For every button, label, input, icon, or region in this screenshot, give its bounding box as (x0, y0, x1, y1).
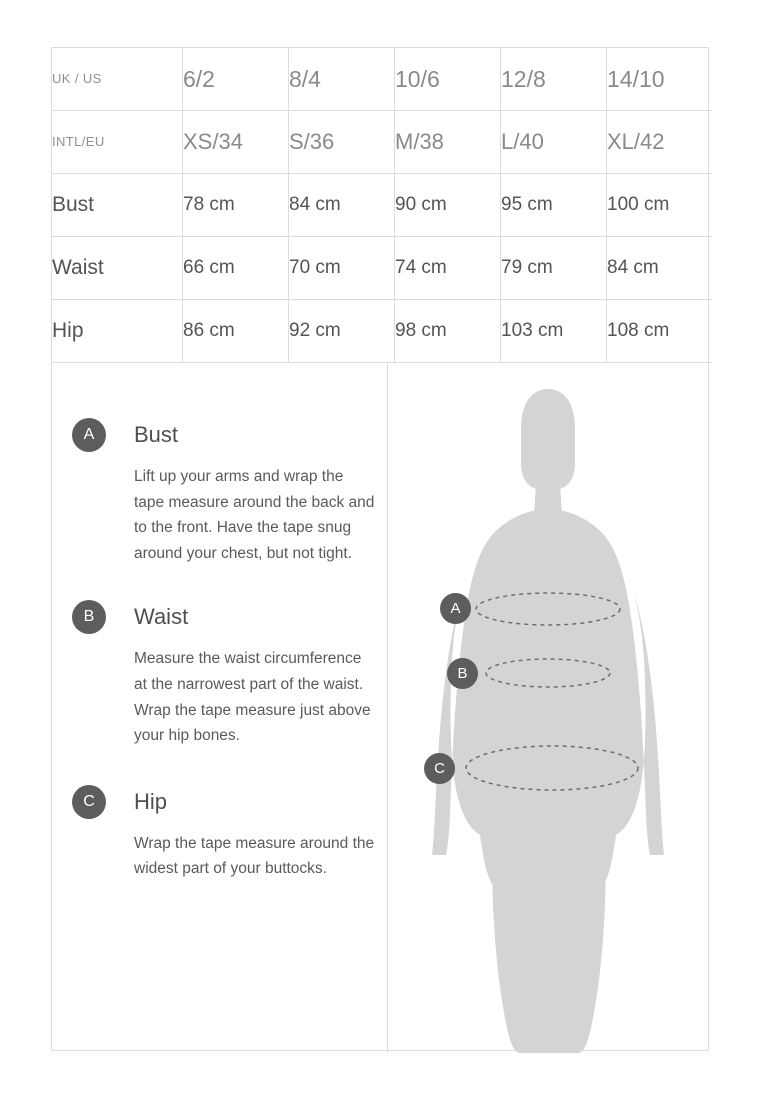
instruction-text: Lift up your arms and wrap the tape measure around the back and to the front. Have the tape snug around your chest, but not tight. (134, 468, 375, 562)
value-cell (501, 111, 607, 174)
figure-marker-a (440, 593, 471, 624)
cell-value: L/40 (501, 129, 544, 154)
row-label-cell (52, 300, 183, 363)
cell-value: 12/8 (501, 65, 546, 92)
cell-value: 14/10 (607, 65, 665, 92)
row-label-cell (52, 174, 183, 237)
cell-value: 100 cm (607, 194, 670, 215)
value-cell (289, 48, 395, 111)
instruction-title: Bust (134, 422, 179, 447)
instruction-waist (52, 600, 387, 748)
value-cell (501, 174, 607, 237)
value-cell (607, 48, 713, 111)
table-row (52, 174, 712, 237)
value-cell (395, 300, 501, 363)
cell-value: 84 cm (607, 257, 659, 278)
instruction-text: Measure the waist circumference at the narrowest part of the waist. Wrap the tape measure just above your hip bones. (134, 650, 371, 745)
cell-value: 90 cm (395, 194, 447, 215)
cell-value: M/38 (395, 129, 444, 154)
value-cell (395, 174, 501, 237)
cell-value: XL/42 (607, 129, 665, 154)
value-cell (183, 237, 289, 300)
table-row (52, 48, 712, 111)
cell-value: XS/34 (183, 129, 243, 154)
size-guide-card (51, 47, 709, 1051)
instructions-list (52, 363, 388, 1053)
instruction-hip (52, 785, 387, 882)
cell-value: 74 cm (395, 257, 447, 278)
value-cell (183, 174, 289, 237)
row-label: UK / US (52, 71, 102, 86)
row-label: Waist (52, 256, 104, 279)
value-cell (183, 48, 289, 111)
cell-value: 92 cm (289, 320, 341, 341)
instruction-bust (52, 418, 387, 566)
table-row (52, 237, 712, 300)
row-label: Hip (52, 319, 84, 342)
figure-marker-c-label: C (424, 753, 455, 784)
value-cell (501, 48, 607, 111)
value-cell (289, 300, 395, 363)
value-cell (183, 300, 289, 363)
cell-value: 66 cm (183, 257, 235, 278)
body-figure-panel (388, 363, 708, 1053)
value-cell (395, 48, 501, 111)
cell-value: 95 cm (501, 194, 553, 215)
cell-value: 86 cm (183, 320, 235, 341)
cell-value: 79 cm (501, 257, 553, 278)
cell-value: 84 cm (289, 194, 341, 215)
figure-marker-a-label: A (440, 593, 471, 624)
marker-badge-b: B (72, 600, 106, 634)
instruction-text: Wrap the tape measure around the widest part of your buttocks. (134, 834, 375, 878)
value-cell (501, 237, 607, 300)
marker-badge-a: A (72, 418, 106, 452)
figure-marker-c (424, 753, 455, 784)
value-cell (607, 174, 713, 237)
table-row (52, 111, 712, 174)
cell-value: 10/6 (395, 65, 440, 92)
cell-value: 78 cm (183, 194, 235, 215)
row-label: INTL/EU (52, 134, 105, 149)
value-cell (289, 237, 395, 300)
body-silhouette-icon (388, 363, 709, 1053)
cell-value: 98 cm (395, 320, 447, 341)
row-label: Bust (52, 193, 95, 216)
value-cell (289, 111, 395, 174)
value-cell (289, 174, 395, 237)
marker-badge-c: C (72, 785, 106, 819)
cell-value: S/36 (289, 129, 335, 154)
row-label-cell (52, 48, 183, 111)
instruction-title: Hip (134, 788, 168, 814)
value-cell (183, 111, 289, 174)
cell-value: 6/2 (183, 65, 215, 92)
cell-value: 70 cm (289, 257, 341, 278)
row-label-cell (52, 237, 183, 300)
row-label-cell (52, 111, 183, 174)
table-row (52, 300, 712, 363)
value-cell (607, 111, 713, 174)
cell-value: 8/4 (289, 65, 321, 92)
value-cell (607, 300, 713, 363)
size-chart-table (52, 48, 712, 363)
figure-marker-b (447, 658, 478, 689)
value-cell (395, 237, 501, 300)
cell-value: 103 cm (501, 320, 564, 341)
instruction-title: Waist (134, 604, 189, 630)
instructions-section (52, 363, 708, 1053)
value-cell (607, 237, 713, 300)
value-cell (501, 300, 607, 363)
cell-value: 108 cm (607, 320, 670, 341)
value-cell (395, 111, 501, 174)
figure-marker-b-label: B (447, 658, 478, 689)
